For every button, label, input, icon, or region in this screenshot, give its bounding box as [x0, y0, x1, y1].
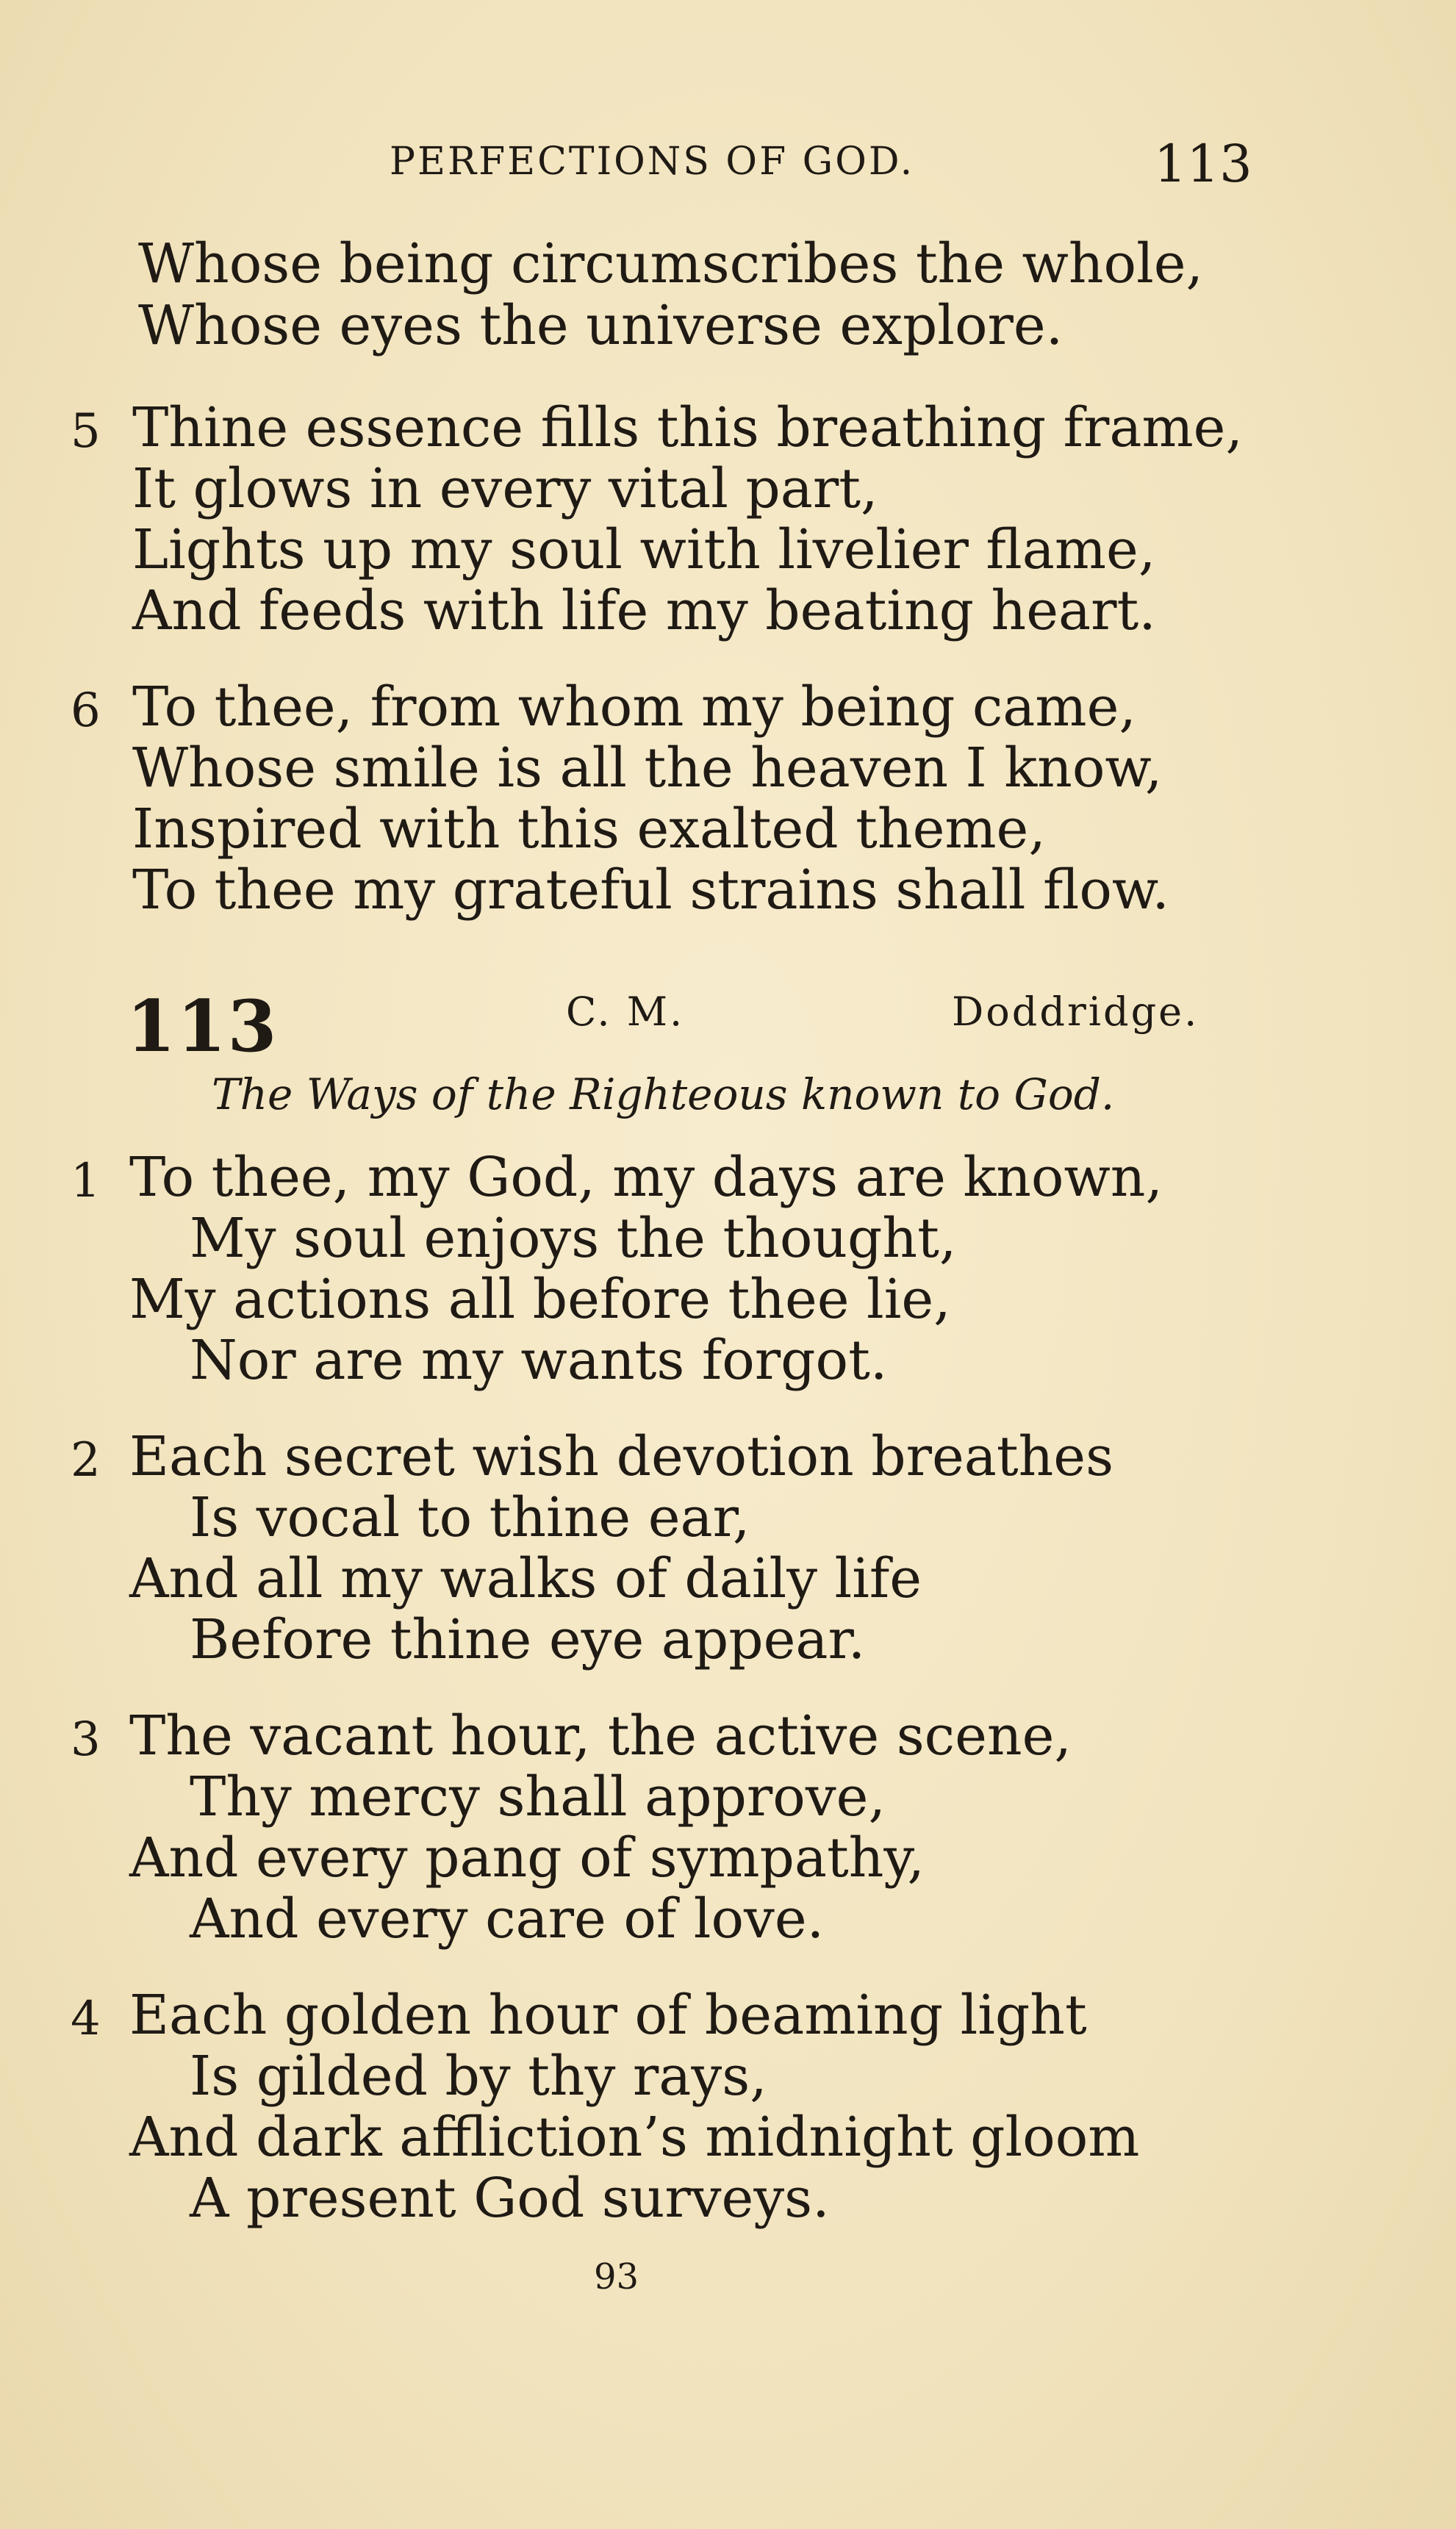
- verse-number: 5: [71, 404, 101, 459]
- hymn-meter: C. M.: [566, 989, 685, 1035]
- verse-number: 2: [71, 1433, 101, 1488]
- verse-line: Nor are my wants forgot.: [190, 1329, 888, 1392]
- verse-line: It glows in every vital part,: [132, 457, 878, 520]
- verse-number: 4: [71, 1992, 101, 2046]
- verse-line: To thee, my God, my days are known,: [129, 1146, 1163, 1209]
- hymn-subtitle: The Ways of the Righteous known to God.: [212, 1069, 1115, 1119]
- verse-line: Thy mercy shall approve,: [190, 1765, 886, 1829]
- verse-number: 3: [71, 1712, 101, 1767]
- verse-line: To thee, from whom my being came,: [132, 675, 1136, 739]
- hymn-author: Doddridge.: [952, 989, 1199, 1035]
- verse-line: Thine essence fills this breathing frame,: [132, 396, 1244, 459]
- page-number: 113: [1154, 134, 1252, 194]
- verse-line: And all my walks of daily life: [129, 1547, 922, 1610]
- continuation-line: Whose eyes the universe explore.: [138, 294, 1064, 357]
- verse-number: 6: [71, 684, 101, 738]
- verse-line: Inspired with this exalted theme,: [132, 797, 1046, 861]
- verse-number: 1: [71, 1154, 101, 1208]
- verse-line: And dark affliction’s midnight gloom: [129, 2106, 1140, 2169]
- verse-line: Each golden hour of beaming light: [129, 1984, 1087, 2047]
- hymn-number: 113: [126, 985, 279, 1068]
- verse-line: Whose smile is all the heaven I know,: [132, 736, 1163, 800]
- running-header-title: PERFECTIONS OF GOD.: [390, 140, 915, 184]
- verse-line: My soul enjoys the thought,: [190, 1207, 957, 1270]
- verse-line: The vacant hour, the active scene,: [129, 1704, 1072, 1768]
- signature-number: 93: [594, 2256, 639, 2297]
- verse-line: Before thine eye appear.: [190, 1608, 866, 1671]
- verse-line: Lights up my soul with livelier flame,: [132, 518, 1156, 581]
- continuation-line: Whose being circumscribes the whole,: [138, 232, 1204, 295]
- verse-line: My actions all before thee lie,: [129, 1268, 951, 1331]
- verse-line: To thee my grateful strains shall flow.: [132, 858, 1169, 922]
- verse-line: And every care of love.: [190, 1887, 825, 1951]
- verse-line: Each secret wish devotion breathes: [129, 1425, 1114, 1488]
- verse-line: A present God surveys.: [190, 2167, 830, 2230]
- verse-line: And feeds with life my beating heart.: [132, 579, 1156, 642]
- verse-line: Is gilded by thy rays,: [190, 2045, 767, 2108]
- verse-line: Is vocal to thine ear,: [190, 1486, 750, 1549]
- verse-line: And every pang of sympathy,: [129, 1826, 925, 1890]
